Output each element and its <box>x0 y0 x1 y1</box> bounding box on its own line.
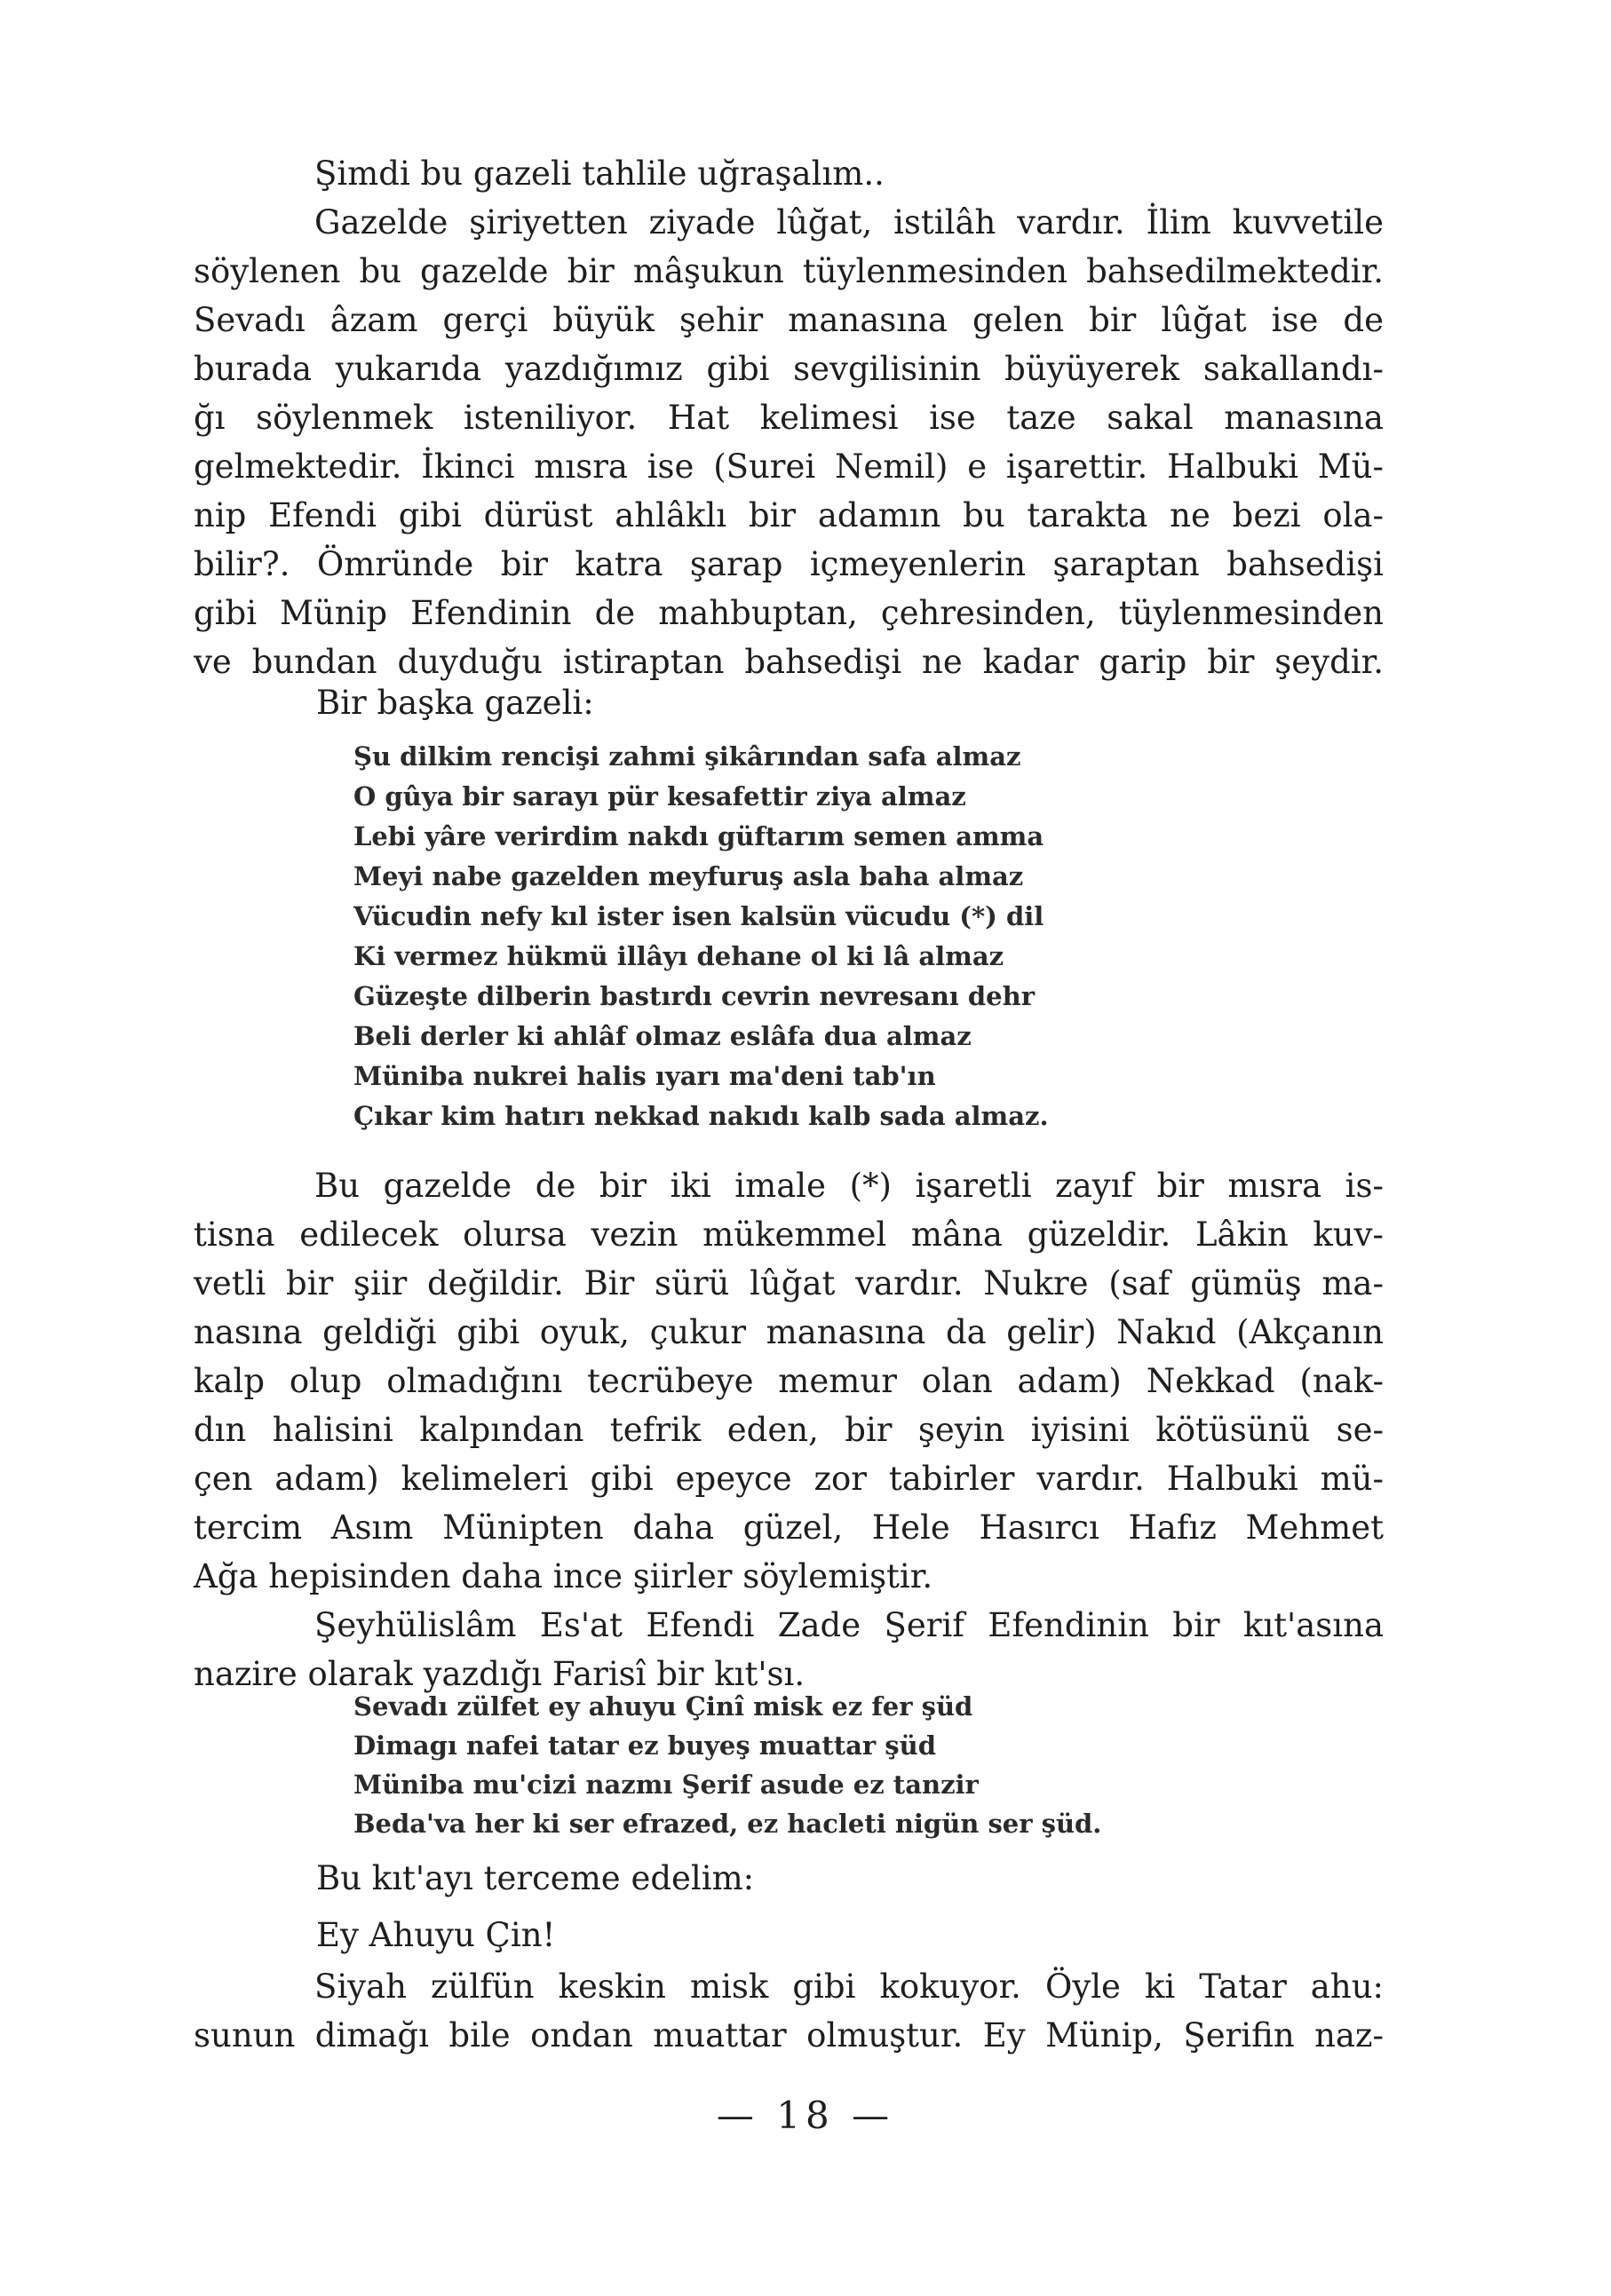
poem-line: Beda'va her ki ser efrazed, ez hacleti nigün ser şüd. <box>353 1809 1102 1839</box>
text-line: Sevadı âzam gerçi büyük şehir manasına gelen bir lûğat ise de <box>194 301 1384 339</box>
text-line: nazire olarak yazdığı Farisî bir kıt'sı. <box>194 1655 806 1693</box>
text-line: gibi Münip Efendinin de mahbuptan, çehresinden, tüylenmesinden <box>194 594 1384 632</box>
poem-line: Güzeşte dilberin bastırdı cevrin nevresanı dehr <box>353 981 1035 1011</box>
kita-poem <box>353 1687 1101 1843</box>
poem-line: Beli derler ki ahlâf olmaz eslâfa dua almaz <box>353 1021 972 1051</box>
translation-text <box>194 1962 1384 2060</box>
text-line: tisna edilecek olursa vezin mükemmel mâna güzeldir. Lâkin kuv- <box>194 1215 1384 1254</box>
poem-line: Dimagı nafei tatar ez buyeş muattar şüd <box>353 1730 936 1761</box>
text-line: söylenen bu gazelde bir mâşukun tüylenmesinden bahsedilmektedir. <box>194 252 1384 290</box>
text-line: Şeyhülislâm Es'at Efendi Zade Şerif Efendinin bir kıt'asına <box>314 1606 1384 1644</box>
poem-line: Vücudin nefy kıl ister isen kalsün vücudu (*) dil <box>353 901 1044 931</box>
intro-first-line: Şimdi bu gazeli tahlile uğraşalım.. <box>314 154 885 193</box>
intro-section <box>194 149 1384 686</box>
text-line: sunun dimağı bile ondan muattar olmuştur. Ey Münip, Şerifin naz- <box>194 2016 1384 2055</box>
poem-line: Çıkar kim hatırı nekkad nakıdı kalb sada almaz. <box>353 1101 1049 1131</box>
text-line: nasına geldiği gibi oyuk, çukur manasına da gelir) Nakıd (Akçanın <box>194 1313 1384 1351</box>
text-line: ğı söylenmek isteniliyor. Hat kelimesi ise taze sakal manasına <box>194 399 1384 437</box>
poem-line: Müniba nukrei halis ıyarı ma'deni tab'ın <box>353 1061 936 1091</box>
text-line: dın halisini kalpından tefrik eden, bir şeyin iyisini kötüsünü se- <box>194 1411 1384 1449</box>
poem-line: Sevadı zülfet ey ahuyu Çinî misk ez fer şüd <box>353 1691 973 1722</box>
text-line: Siyah zülfün keskin misk gibi kokuyor. Öyle ki Tatar ahu: <box>314 1967 1384 2006</box>
text-line: bilir?. Ömründe bir katra şarap içmeyenlerin şaraptan bahsedişi <box>194 545 1384 583</box>
translation-heading: Bu kıt'ayı tercеme edelim: <box>316 1859 755 1897</box>
text-line: çen adam) kelimeleri gibi epeyce zor tabirler vardır. Halbuki mü- <box>194 1460 1384 1498</box>
poem-line: Lebi yâre verirdim nakdı güftarım semen amma <box>353 821 1044 851</box>
poem-line: Şu dilkim rencişi zahmi şikârından safa almaz <box>353 741 1021 772</box>
text-line: kalp olup olmadığını tecrübeye memur olan adam) Nekkad (nak- <box>194 1362 1384 1400</box>
poem-line: O gûya bir sarayı pür kesafettir ziya almaz <box>353 781 966 812</box>
poem-line: Ki vermez hükmü illâyı dehane ol ki lâ almaz <box>353 941 1004 971</box>
gazel-poem <box>353 737 1049 1136</box>
poem-line: Meyi nabe gazelden meyfuruş asla baha almaz <box>353 861 1024 891</box>
text-line: Ağa hepisinden daha ince şiirler söylemiştir. <box>194 1557 933 1595</box>
page-number: — 18 — <box>716 2094 895 2137</box>
poem-line: Müniba mu'cizi nazmı Şerif asude ez tanzir <box>353 1770 979 1800</box>
translation-address: Ey Ahuyu Çin! <box>316 1916 556 1954</box>
text-line: vetli bir şiir değildir. Bir sürü lûğat vardır. Nukre (saf gümüş ma- <box>194 1264 1384 1302</box>
text-line: burada yukarıda yazdığımız gibi sevgilisinin büyüyerek sakallandı- <box>194 350 1384 388</box>
section-heading: Bir başka gazeli: <box>316 684 594 722</box>
text-line: tercim Asım Münipten daha güzel, Hele Hasırcı Hafız Mehmet <box>194 1508 1384 1547</box>
text-line: ve bundan duyduğu istiraptan bahsedişi ne kadar garip bir şeydir. <box>194 643 1384 681</box>
text-line: Gazelde şiriyetten ziyade lûğat, istilâh vardır. İlim kuvvetile <box>314 203 1384 241</box>
text-line: gelmektedir. İkinci mısra ise (Surei Nemil) e işarettir. Halbuki Mü- <box>194 447 1384 486</box>
text-line: nip Efendi gibi dürüst ahlâklı bir adamın bu tarakta ne bezi ola- <box>194 496 1384 534</box>
text-line: Bu gazelde de bir iki imale (*) işaretli zayıf bir mısra is- <box>314 1167 1384 1205</box>
analysis-section <box>194 1161 1384 1698</box>
